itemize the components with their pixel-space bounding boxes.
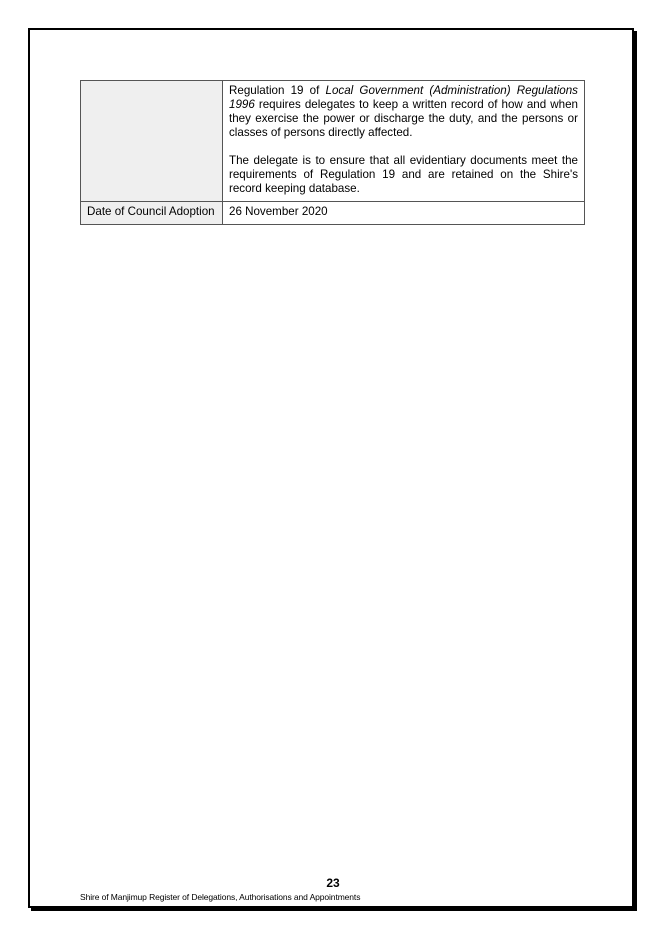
- table-row: [81, 202, 585, 225]
- paragraph-text: requires delegates to keep a written record of how and when they exercise the power or discharge the duty, and the persons or classes of persons directly affected.: [229, 98, 578, 139]
- adoption-date-value: 26 November 2020: [223, 202, 585, 225]
- record-keeping-paragraph: [229, 84, 578, 140]
- regulation-title: Local Government (Administration) Regulations 1996: [229, 84, 578, 111]
- table-content-cell: [223, 81, 585, 202]
- delegation-record-table: [80, 80, 585, 225]
- paragraph-text: Regulation 19 of: [229, 84, 326, 97]
- footer-text: Shire of Manjimup Register of Delegations, Authorisations and Appointments: [80, 892, 361, 902]
- table-row: [81, 81, 585, 202]
- adoption-date-label: Date of Council Adoption: [81, 202, 223, 225]
- page-number: 23: [326, 876, 340, 890]
- table-label-cell: [81, 81, 223, 202]
- evidentiary-documents-paragraph: The delegate is to ensure that all evidentiary documents meet the requirements of Regulation 19 and are retained on the Shire's record keeping database.: [229, 154, 578, 195]
